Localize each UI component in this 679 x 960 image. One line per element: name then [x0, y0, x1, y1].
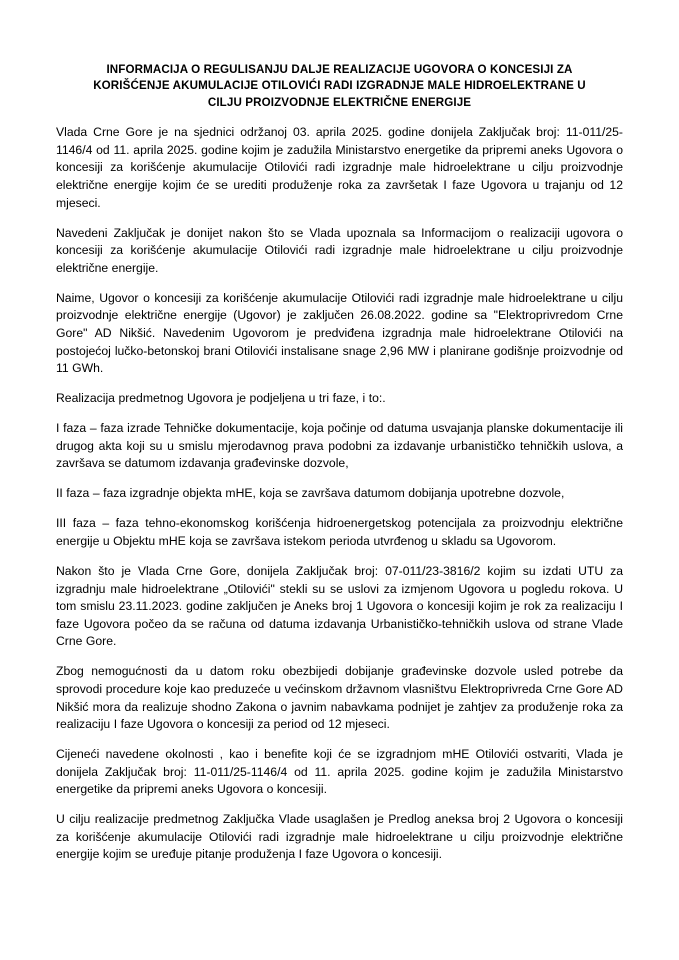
body-paragraph-phases-intro: Realizacija predmetnog Ugovora je podjeljena u tri faze, i to:.	[56, 391, 386, 406]
body-paragraph-annex-proposal: U cilju realizacije predmetnog Zaključka Vlade usaglašen je Predlog aneksa broj 2 Ugovora o koncesiji za korišćenje akumulacije Otilovići radi izgradnje male hidroelektrane u cilju proizvodnje električne energije kojim se uređuje pitanje produženja I faze Ugovora o koncesiji.	[56, 812, 623, 862]
body-paragraph-3: Naime, Ugovor o koncesiji za korišćenje akumulacije Otilovići radi izgradnje male hidroelektrane u cilju proizvodnje električne energije (Ugovor) je zaključen 26.08.2022. godine sa "Elektroprivredom Crne Gore" AD Nikšić. Navedenim Ugovorom je predviđena izgradnja male hidroelektrane Otilovići na postojećoj lučko-betonskoj brani Otilovići instalisane snage 2,96 MW i planirane godišnje proizvodnje od 11 GWh.	[56, 290, 623, 376]
body-paragraph-phase-3: III faza – faza tehno-ekonomskog korišćenja hidroenergetskog potencijala za proizvodnju električne energije u Objektu mHE koja se završava istekom perioda utvrđenog u skladu sa Ugovorom.	[56, 516, 623, 549]
page-title-line-2: KORIŠĆENJE AKUMULACIJE OTILOVIĆI RADI IZGRADNJE MALE HIDROELEKTRANE U	[93, 79, 586, 93]
page-title-line-1: INFORMACIJA O REGULISANJU DALJE REALIZACIJE UGOVORA O KONCESIJI ZA	[106, 63, 573, 76]
body-paragraph-extension-request: Zbog nemogućnosti da u datom roku obezbijedi dobijanje građevinske dozvole usled potrebe da sprovodi procedure koje kao preduzeće u većinskom državnom vlasništvu Elektroprivreda Crne Gore AD Nikšić mora da realizuje shodno Zakona o javnim nabavkama podnijet je zahtjev za produženje roka za realizaciju I faze Ugovora o koncesiji za period od 12 mjeseci.	[56, 664, 623, 732]
page-title-line-3: CILJU PROIZVODNJE ELEKTRIČNE ENERGIJE	[207, 95, 472, 109]
body-paragraph-utu: Nakon što je Vlada Crne Gore, donijela Zaključak broj: 07-011/23-3816/2 kojim su izdati UTU za izgradnju male hidroelektrane „Otilovići" stekli su se uslovi za izmjenom Ugovora u pogledu rokova. U tom smislu 23.11.2023. godine zaključen je Aneks broj 1 Ugovora o koncesiji kojim je rok za realizaciju I faze Ugovora počeo da se računa od datuma izdavanja Urbanističko-tehničkih uslova od strane Vlade Crne Gore.	[56, 564, 623, 649]
body-paragraph-2: Navedeni Zaključak je donijet nakon što se Vlada upoznala sa Informacijom o realizaciji ugovora o koncesiji za korišćenje akumulacije Otilovići radi izgradnje male hidroelektrane u cilju proizvodnje električne energije.	[56, 225, 623, 275]
body-paragraph-phase-1: I faza – faza izrade Tehničke dokumentacije, koja počinje od datuma usvajanja planske dokumentacije ili drugog akta koji su u smislu mjerodavnog prava podobni za izdavanje urbanističko tehničkih uslova, a završava se datumom izdavanja građevinske dozvole,	[56, 421, 623, 471]
document-content	[56, 62, 623, 864]
body-paragraph-conclusion-reference: Cijeneći navedene okolnosti , kao i benefite koji će se izgradnjom mHE Otilovići ostvariti, Vlada je donijela Zaključak broj: 11-011/25-1146/4 od 11. aprila 2025. godine kojim je zadužila Ministarstvo energetike da pripremi aneks Ugovora o koncesiji.	[56, 747, 623, 797]
body-paragraph-1: Vlada Crne Gore je na sjednici održanoj 03. aprila 2025. godine donijela Zaključak broj: 11-011/25-1146/4 od 11. aprila 2025. godine kojim je zadužila Ministarstvo energetike da pripremi aneks Ugovora o koncesiji za korišćenje akumulacije Otilovići radi izgradnje male hidroelektrane u cilju proizvodnje električne energije kojim će se urediti produženje roka za završetak I faze Ugovora u trajanju od 12 mjeseci.	[56, 125, 623, 210]
body-paragraph-phase-2: II faza – faza izgradnje objekta mHE, koja se završava datumom dobijanja upotrebne dozvole,	[56, 486, 565, 501]
page-title	[56, 62, 623, 111]
